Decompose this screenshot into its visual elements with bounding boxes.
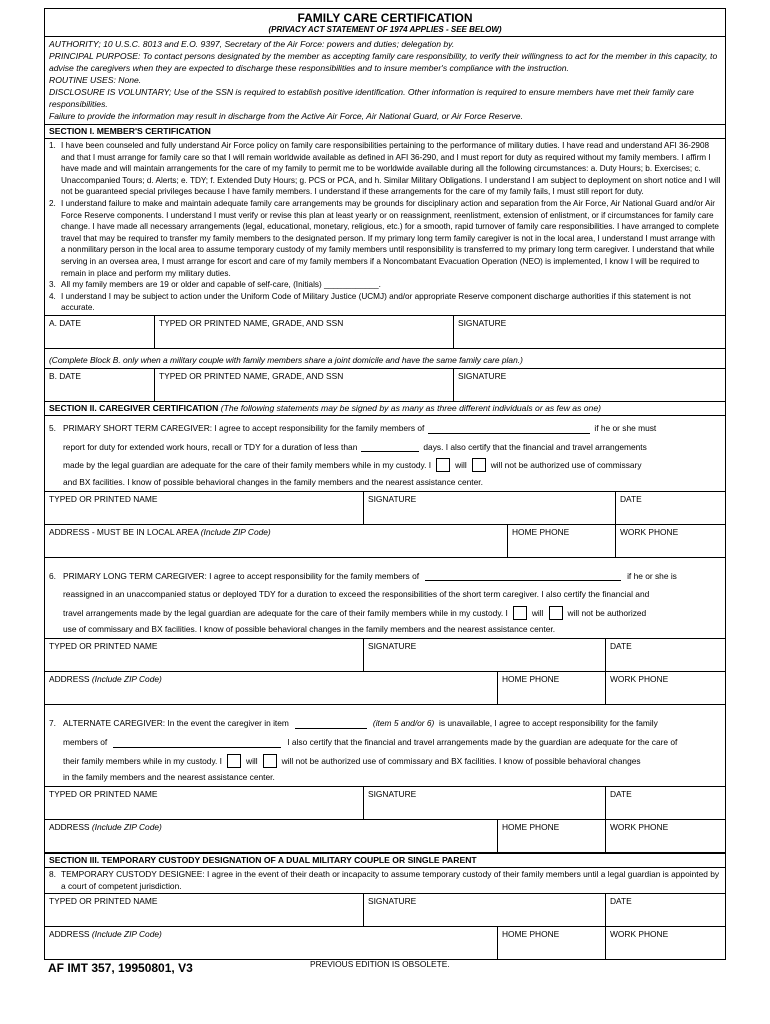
item-7-name-field[interactable]: TYPED OR PRINTED NAME	[49, 789, 158, 800]
member-a-signature-field[interactable]: SIGNATURE	[453, 316, 725, 348]
item-7-line-1a: ALTERNATE CAREGIVER: In the event the caregiver in item	[63, 718, 289, 729]
item-number: 5.	[49, 422, 56, 433]
item-5-member-name-blank[interactable]	[428, 423, 590, 434]
statement-number: 4.	[49, 291, 56, 301]
address-label: ADDRESS	[49, 822, 90, 833]
item-6-signature-field[interactable]: SIGNATURE	[363, 639, 605, 671]
item-6-line-3c: will not be authorized	[567, 607, 647, 618]
item-7-address-row	[45, 819, 725, 852]
item-6-line-1a: PRIMARY LONG TERM CAREGIVER: I agree to accept responsibility for the family members of	[63, 570, 420, 581]
address-label: ADDRESS	[49, 674, 90, 685]
item-6-line-4: use of commissary and BX facilities. I know of possible behavioral changes in the family members and the nearest assistance center.	[63, 624, 556, 635]
address-note: (Include ZIP Code)	[91, 674, 162, 685]
item-8-work-phone-field[interactable]: WORK PHONE	[605, 927, 725, 959]
item-5-will-checkbox[interactable]	[436, 458, 450, 472]
item-8-address-row	[45, 926, 725, 959]
statement-number: 2.	[49, 198, 56, 208]
statement-number: 3.	[49, 280, 56, 290]
item-6-line-3b: will	[531, 607, 544, 618]
item-7-member-name-blank[interactable]	[113, 737, 281, 748]
statement-text: I understand failure to make and maintain adequate family care arrangements may be grounds for disciplinary action and separation from the Air Force, Air National Guard and/or Air Force Reserve components. I understand I must verify or revise this plan at least yearly or on reassignment, reenlistment, extension of enlistment, or if circumstances for family care change. I have made all necessary arrangements (legal, educational, monetary, religious, etc.) for a smooth, rapid turnover of family care responsibilities. I have arranged to complete travel that may be required to transfer my family members to the designated person. If my primary long term family caregiver is not in the local area, I understand I must arrange with a nonmilitary person in the local area to assume temporary custody of my family members until responsibility is transferred to my primary long term caregiver. I understand that while serving in an oversea area, I must arrange for escort and care of my family members if a Noncombatant Evacuation Operation (NEO) is implemented, I know I will be required to remain in place and perform my military duties.	[61, 198, 719, 278]
item-5-line-2a: report for duty for extended work hours, recall or TDY for a duration of less than	[63, 441, 358, 452]
statement-2	[49, 198, 721, 279]
item-7-address-field[interactable]	[45, 820, 497, 852]
item-5-date-field[interactable]: DATE	[615, 492, 725, 524]
item-number: 6.	[49, 570, 56, 581]
item-6-paragraph	[45, 564, 725, 639]
statement-1	[49, 140, 721, 198]
privacy-act-subtitle: (PRIVACY ACT STATEMENT OF 1974 APPLIES - SEE BELOW)	[268, 25, 502, 34]
item-number: 7.	[49, 718, 56, 729]
item-7-line-1b: (item 5 and/or 6)	[372, 718, 435, 729]
member-a-name-field[interactable]: TYPED OR PRINTED NAME, GRADE, AND SSN	[154, 316, 453, 348]
statement-text: All my family members are 19 or older and capable of self-care, (Initials) ____________.	[61, 280, 381, 290]
member-a-row	[45, 315, 725, 348]
authority-text: AUTHORITY; 10 U.S.C. 8013 and E.O. 9397, Secretary of the Air Force: powers and duties; delegation by.	[49, 39, 455, 49]
item-6-work-phone-field[interactable]: WORK PHONE	[605, 672, 725, 704]
item-7-date-field[interactable]: DATE	[605, 787, 725, 819]
item-8-home-phone-field[interactable]: HOME PHONE	[497, 927, 605, 959]
item-8-signature-field[interactable]: SIGNATURE	[363, 894, 605, 926]
item-5-name-field[interactable]: TYPED OR PRINTED NAME	[49, 493, 158, 504]
block-b-note: (Complete Block B. only when a military couple with family members share a joint domicile and have the same family care plan.)	[45, 348, 725, 368]
item-6-home-phone-field[interactable]: HOME PHONE	[497, 672, 605, 704]
item-6-will-not-checkbox[interactable]	[549, 606, 563, 620]
privacy-act-statement	[45, 36, 725, 124]
address-note: (Include ZIP Code)	[91, 929, 162, 940]
member-b-date-field[interactable]: B. DATE	[49, 370, 81, 381]
section-1-heading: SECTION I. MEMBER'S CERTIFICATION	[45, 124, 725, 138]
item-7-item-blank[interactable]	[295, 718, 367, 729]
section-2-note: (The following statements may be signed by as many as three different individuals or as few as one)	[220, 402, 601, 413]
section-3-statement	[45, 867, 725, 893]
item-8-name-row	[45, 893, 725, 926]
section-1-statements	[45, 138, 725, 315]
item-7-will-checkbox[interactable]	[227, 754, 241, 768]
item-5-address-field[interactable]	[45, 525, 507, 557]
form-title: FAMILY CARE CERTIFICATION	[297, 11, 473, 25]
member-b-signature-field[interactable]: SIGNATURE	[453, 369, 725, 401]
item-7-signature-field[interactable]: SIGNATURE	[363, 787, 605, 819]
item-5-line-1a: PRIMARY SHORT TERM CAREGIVER: I agree to accept responsibility for the family members of	[63, 422, 425, 433]
item-5-paragraph	[45, 415, 725, 491]
item-5-line-2b: days. I also certify that the financial and travel arrangements	[423, 441, 647, 452]
section-2-heading	[45, 401, 725, 415]
member-b-name-field[interactable]: TYPED OR PRINTED NAME, GRADE, AND SSN	[154, 369, 453, 401]
item-8-name-field[interactable]: TYPED OR PRINTED NAME	[49, 896, 158, 907]
statement-text: TEMPORARY CUSTODY DESIGNEE: I agree in the event of their death or incapacity to assume temporary custody of their family members until a legal guardian is appointed by a court of competent jurisdiction.	[61, 869, 720, 891]
family-care-form	[44, 8, 726, 960]
item-5-address-row	[45, 524, 725, 557]
item-5-line-3a: made by the legal guardian are adequate for the care of their family members while in my custody. I	[63, 460, 432, 471]
item-5-line-1b: if he or she must	[594, 422, 657, 433]
item-5-work-phone-field[interactable]: WORK PHONE	[615, 525, 725, 557]
statement-text: I understand I may be subject to action under the Uniform Code of Military Justice (UCMJ) and/or appropriate Reserve component discharge authorities if this statement is not accurate.	[61, 291, 691, 313]
item-6-line-3a: travel arrangements made by the legal guardian are adequate for the care of their family members while in my custody. I	[63, 607, 508, 618]
item-7-will-not-checkbox[interactable]	[263, 754, 277, 768]
item-5-home-phone-field[interactable]: HOME PHONE	[507, 525, 615, 557]
item-6-member-name-blank[interactable]	[425, 570, 621, 581]
spacer	[45, 704, 725, 711]
item-7-line-3a: their family members while in my custody. I	[63, 755, 223, 766]
disclosure-text: DISCLOSURE IS VOLUNTARY; Use of the SSN is required to establish positive identification. Other information is required to ensure members have met their family care responsibilities.	[49, 87, 694, 109]
address-label: ADDRESS	[49, 929, 90, 940]
item-6-address-field[interactable]	[45, 672, 497, 704]
item-7-line-1c: is unavailable, I agree to accept responsibility for the family	[439, 718, 658, 729]
item-5-line-3c: will not be authorized use of commissary	[490, 460, 642, 471]
item-6-name-field[interactable]: TYPED OR PRINTED NAME	[49, 641, 158, 652]
item-7-line-2b: I also certify that the financial and travel arrangements made by the guardian are adequate for the care of	[287, 737, 678, 748]
statement-number: 1.	[49, 141, 56, 150]
spacer	[45, 557, 725, 564]
item-5-will-not-checkbox[interactable]	[472, 458, 486, 472]
statement-4	[49, 291, 721, 314]
statement-text: I have been counseled and fully understand Air Force policy on family care responsibilities pertaining to the performance of military duties. I have read and understand AFI 36-2908 and that I must arrange for family care so that I will remain worldwide available as defined in AFI 36-290, and I must report for duty as required without my family members. I affirm I have made and will maintain arrangements for the care of my family to permit me to be worldwide available during all the following circumstances: a. Duty Hours; b. Exercises; c. Unaccompanied Tours; d. Alerts; e. TDY; f. Extended Duty Hours; g. PCS or PCA, and h. Similar Military Obligations. I understand I am subject to deployment on short notice and I will not be guaranteed special privileges because I have family members. I understand if these arrangements for the care of my family fails, I must still report for duty.	[61, 141, 721, 197]
member-b-row	[45, 368, 725, 401]
item-6-will-checkbox[interactable]	[513, 606, 527, 620]
item-7-name-row	[45, 786, 725, 819]
section-2-title: SECTION II. CAREGIVER CERTIFICATION	[49, 402, 219, 413]
address-note: (Include ZIP Code)	[200, 526, 271, 537]
item-6-line-2: reassigned in an unaccompanied status or deployed TDY for a duration to exceed the responsibilities of the short term caregiver. I also certify the financial and	[63, 589, 650, 600]
item-7-line-3c: will not be authorized use of commissary and BX facilities. I know of possible behavioral changes	[281, 755, 641, 766]
item-7-paragraph	[45, 711, 725, 786]
item-8-address-field[interactable]	[45, 927, 497, 959]
item-6-name-row	[45, 638, 725, 671]
item-7-line-3b: will	[246, 755, 258, 766]
item-7-line-2a: members of	[63, 737, 108, 748]
item-6-date-field[interactable]: DATE	[605, 639, 725, 671]
item-7-line-4: in the family members and the nearest assistance center.	[63, 772, 275, 783]
principal-purpose-text: PRINCIPAL PURPOSE: To contact persons designated by the member as accepting family care responsibility, to verify their willingness to act for the member in this capacity, to advise the caregivers when they are expected to discharge these responsibilities and to insure member's compliance with the instruction.	[49, 51, 718, 73]
item-7-home-phone-field[interactable]: HOME PHONE	[497, 820, 605, 852]
address-label: ADDRESS - MUST BE IN LOCAL AREA	[49, 526, 199, 537]
statement-number: 8.	[49, 869, 56, 880]
item-7-work-phone-field[interactable]: WORK PHONE	[605, 820, 725, 852]
failure-text: Failure to provide the information may result in discharge from the Active Air Force, Air National Guard, or Air Force Reserve.	[49, 111, 523, 121]
address-note: (Include ZIP Code)	[91, 822, 162, 833]
item-6-address-row	[45, 671, 725, 704]
obsolete-notice: PREVIOUS EDITION IS OBSOLETE.	[310, 959, 450, 969]
item-5-name-row	[45, 491, 725, 524]
item-5-days-blank[interactable]	[361, 441, 419, 452]
form-id: AF IMT 357, 19950801, V3	[48, 961, 193, 975]
item-8-date-field[interactable]: DATE	[605, 894, 725, 926]
item-5-line-4: and BX facilities. I know of possible behavioral changes in the family members and the nearest assistance center.	[63, 476, 483, 487]
statement-8	[49, 869, 721, 892]
item-5-signature-field[interactable]: SIGNATURE	[363, 492, 615, 524]
item-6-line-1b: if he or she is	[627, 570, 677, 581]
item-5-line-3b: will	[455, 460, 467, 471]
statement-3	[49, 279, 721, 291]
member-a-date-field[interactable]: A. DATE	[49, 317, 81, 328]
section-3-heading: SECTION III. TEMPORARY CUSTODY DESIGNATION OF A DUAL MILITARY COUPLE OR SINGLE PARENT	[45, 852, 725, 867]
routine-uses-text: ROUTINE USES: None.	[49, 75, 142, 85]
